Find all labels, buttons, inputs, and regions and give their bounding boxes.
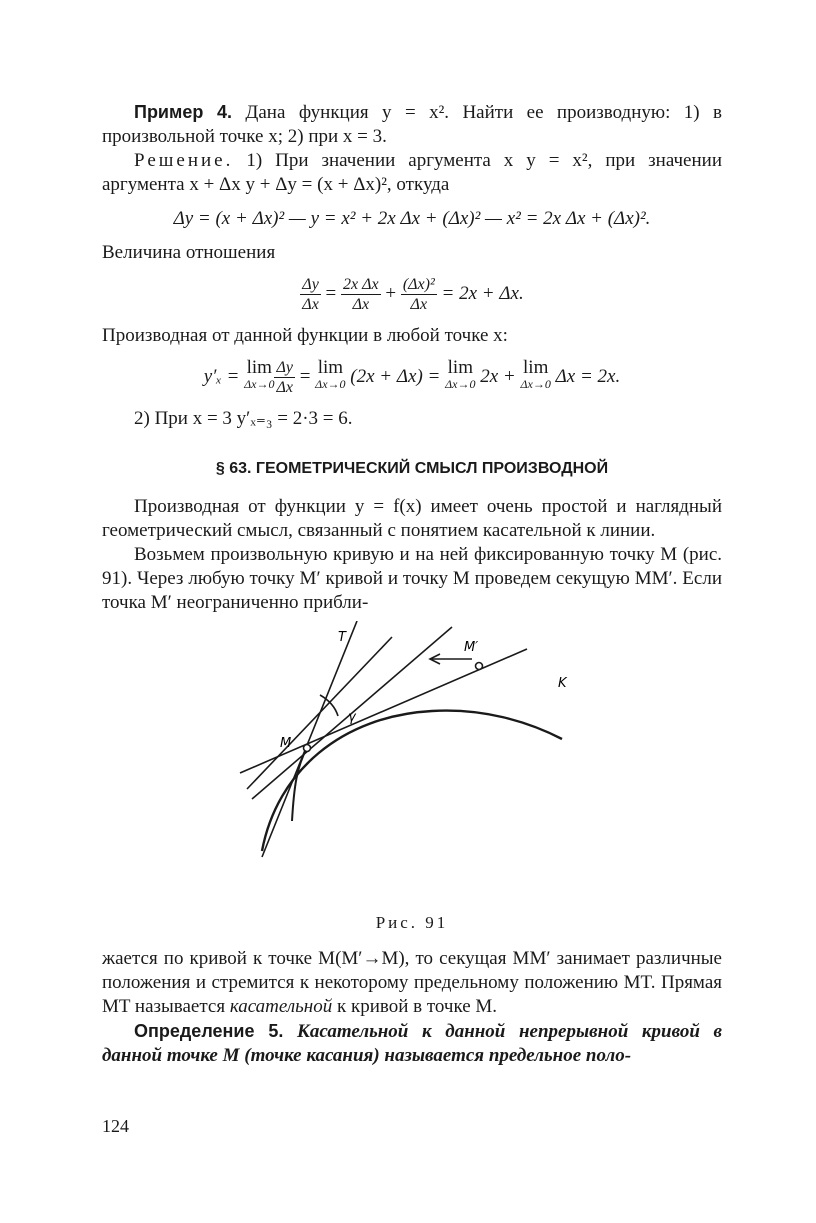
- label-gamma: γ: [348, 710, 356, 725]
- label-t: T: [338, 630, 346, 645]
- example-title: Пример 4.: [134, 102, 232, 122]
- limit: lim Δx→0: [315, 357, 346, 391]
- equation-at-3: 2) При x = 3 y′ₓ₌₃ = 2·3 = 6.: [134, 408, 353, 429]
- ratio-intro: Величина отношения: [102, 242, 276, 263]
- fraction: $\frac{\Delta y}{\Delta x}$: [302, 276, 319, 313]
- label-k: K: [558, 676, 567, 691]
- definition-title: Определение 5.: [134, 1021, 284, 1041]
- point-m-prime: [476, 663, 483, 670]
- paragraph-secant: Возьмем произвольную кривую и на ней фиксированную точку M (рис. 91). Через любую точку M′ кривой и точку M проведем секущую MM′. Если точка M′ неограниченно прибли-: [102, 544, 722, 613]
- equation-ratio: $\frac{\Delta y}{\Delta x}$ = $\frac{\text{2x Δx}}{\Delta x}$ + $\frac{\text{(Δx)²}}{\Delta x}$ = 2x + Δx.: [302, 276, 524, 313]
- fraction: $\frac{\text{(Δx)²}}{\Delta x}$: [402, 276, 435, 313]
- fraction: $\frac{\text{2x Δx}}{\Delta x}$: [343, 276, 379, 313]
- derivative-intro: Производная от данной функции в любой точке x:: [102, 325, 508, 346]
- section-heading: § 63. ГЕОМЕТРИЧЕСКИЙ СМЫСЛ ПРОИЗВОДНОЙ: [215, 460, 609, 477]
- equation-tail: = 2x + Δx.: [441, 282, 524, 304]
- fraction: $\frac{\Delta y}{\Delta x}$: [276, 359, 293, 396]
- label-m-prime: M′: [464, 640, 479, 655]
- secant-line-3: [240, 649, 527, 773]
- figure-91: [102, 621, 722, 911]
- figure-caption: Рис. 91: [375, 913, 449, 932]
- solution-label: Решение.: [134, 150, 234, 171]
- secant-line-1: [247, 637, 392, 789]
- limit: lim Δx→0: [445, 357, 476, 391]
- tangent-line: [262, 621, 357, 857]
- solution-text: 1) При значении аргумента x y = x², при значении аргумента x + Δx y + Δy = (x + Δx)², откуда: [102, 150, 722, 195]
- paragraph-intro: Производная от функции y = f(x) имеет очень простой и наглядный геометрический смысл, связанный с понятием касательной к линии.: [102, 496, 722, 541]
- solution-paragraph: [102, 149, 722, 197]
- point-m: [304, 745, 311, 752]
- equation-delta-y: Δy = (x + Δx)² — y = x² + 2x Δx + (Δx)² — x² = 2x Δx + (Δx)².: [173, 208, 651, 229]
- label-m: M: [280, 736, 292, 751]
- example-text: Дана функция y = x². Найти ее производную: 1) в произвольной точке x; 2) при x = 3.: [102, 102, 722, 147]
- limit: lim Δx→0: [520, 357, 551, 391]
- definition-paragraph: [102, 1019, 722, 1068]
- page-body: [102, 100, 722, 1068]
- equation-limit: y′ₓ = lim Δx→0 $\frac{\Delta y}{\Delta x}$ = lim Δx→0 (2x + Δx) = lim Δx→0 2x + lim Δx→0 Δx = 2x.: [203, 357, 621, 396]
- paragraph-limit: жается по кривой к точке M(M′→M), то секущая MM′ занимает различные положения и стремится к некоторому предельному положению MT. Прямая MT называется касательной к кривой в точке M.: [102, 948, 722, 1017]
- example-paragraph: [102, 100, 722, 149]
- curve-k: [262, 711, 562, 851]
- term-tangent: касательной: [229, 996, 333, 1017]
- page-number: 124: [102, 1116, 129, 1136]
- limit: lim Δx→0: [244, 357, 275, 391]
- definition-text: Касательной к данной непрерывной кривой в данной точке M (точке касания) называется предельное поло-: [102, 1021, 723, 1066]
- tangent-diagram: [102, 621, 722, 911]
